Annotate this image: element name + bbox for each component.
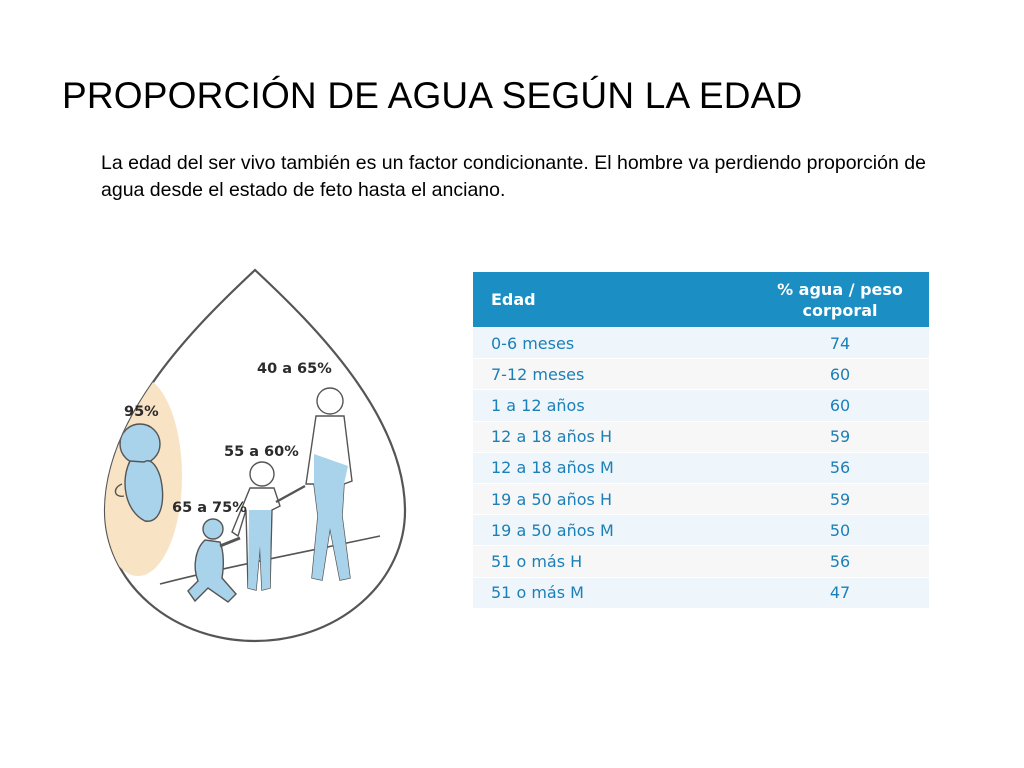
table-row	[473, 452, 929, 483]
cell-edad: 12 a 18 años M	[473, 452, 701, 483]
cell-agua: 74	[701, 328, 929, 359]
water-drop-illustration	[100, 266, 410, 646]
table-row	[473, 577, 929, 608]
cell-agua: 47	[701, 577, 929, 608]
table-row	[473, 421, 929, 452]
cell-agua: 60	[701, 390, 929, 421]
table-row	[473, 390, 929, 421]
cell-agua: 50	[701, 515, 929, 546]
cell-edad: 51 o más M	[473, 577, 701, 608]
table-row	[473, 546, 929, 577]
cell-edad: 12 a 18 años H	[473, 421, 701, 452]
cell-edad: 19 a 50 años M	[473, 515, 701, 546]
cell-agua: 56	[701, 452, 929, 483]
cell-edad: 1 a 12 años	[473, 390, 701, 421]
slide-description: La edad del ser vivo también es un factor condicionante. El hombre va perdiendo proporción de agua desde el estado de feto hasta el anciano.	[101, 152, 926, 201]
header-edad: Edad	[473, 272, 701, 328]
table-row	[473, 483, 929, 514]
table-header-row	[473, 272, 929, 328]
water-proportion-table	[473, 272, 929, 608]
label-adult: 40 a 65%	[257, 361, 332, 377]
cell-agua: 60	[701, 359, 929, 390]
cell-edad: 19 a 50 años H	[473, 483, 701, 514]
table-row	[473, 328, 929, 359]
label-fetus: 95%	[124, 404, 159, 420]
cell-agua: 59	[701, 483, 929, 514]
cell-edad: 51 o más H	[473, 546, 701, 577]
cell-agua: 56	[701, 546, 929, 577]
cell-edad: 7-12 meses	[473, 359, 701, 390]
label-baby: 65 a 75%	[172, 500, 247, 516]
slide-title: PROPORCIÓN DE AGUA SEGÚN LA EDAD	[62, 75, 803, 116]
header-agua: % agua / peso corporal	[701, 272, 929, 328]
table-row	[473, 359, 929, 390]
label-child: 55 a 60%	[224, 444, 299, 460]
table-row	[473, 515, 929, 546]
cell-edad: 0-6 meses	[473, 328, 701, 359]
cell-agua: 59	[701, 421, 929, 452]
